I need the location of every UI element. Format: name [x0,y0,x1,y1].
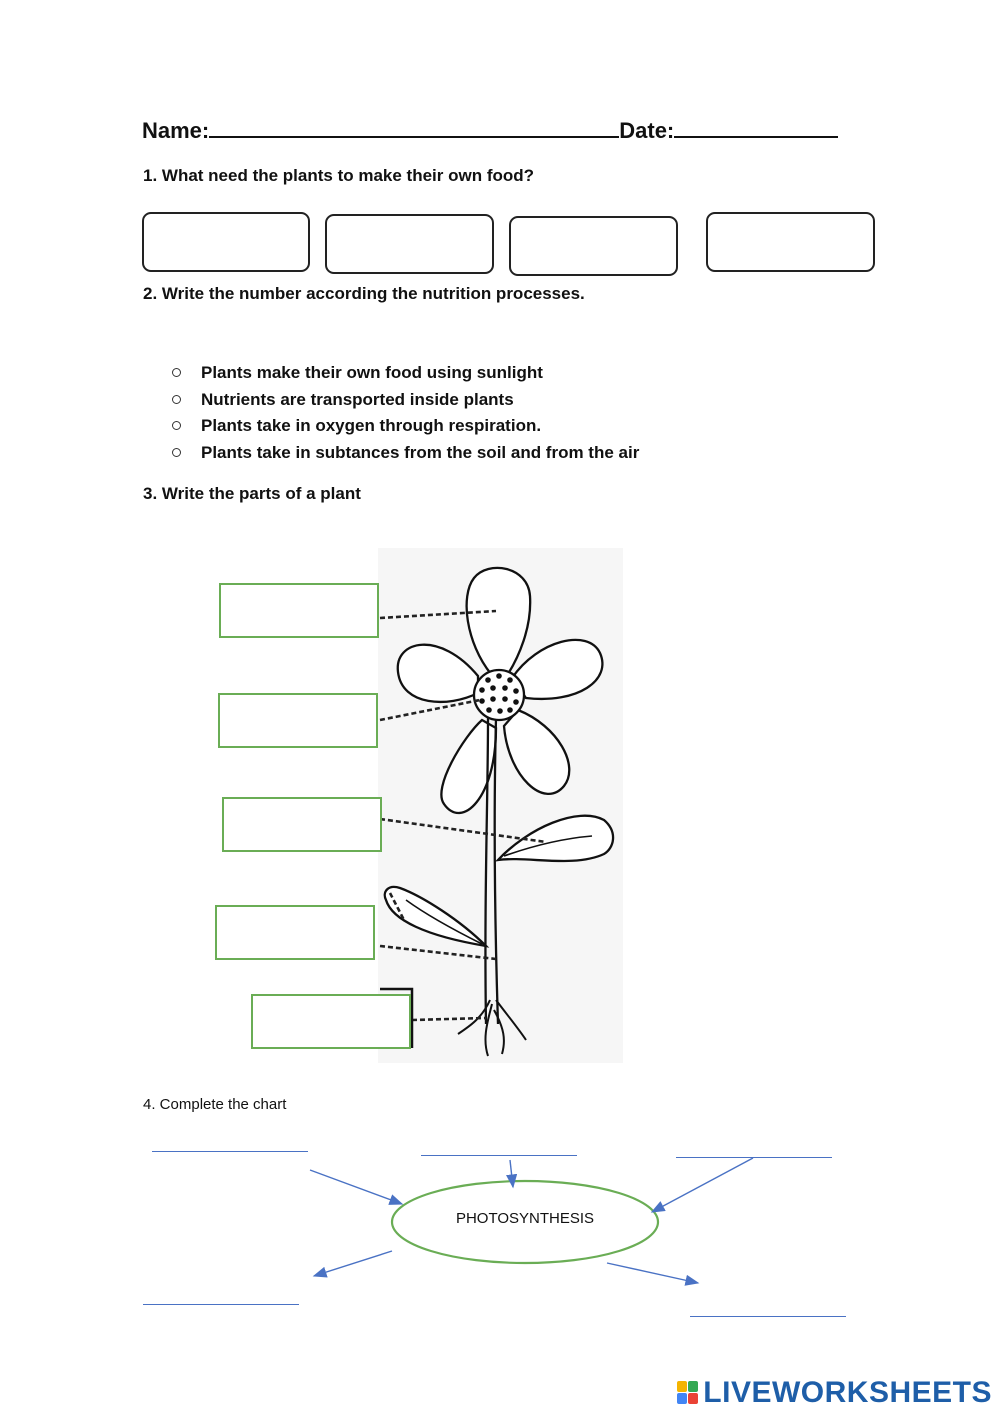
question-4: 4. Complete the chart [143,1096,287,1113]
plant-label-flower[interactable] [219,583,379,638]
liveworksheets-logo [677,1376,992,1410]
arrow-input-left [310,1170,402,1204]
plant-label-root[interactable] [251,994,411,1049]
bullet-circle-icon [172,421,181,430]
name-field[interactable] [209,118,619,138]
list-item[interactable]: Plants take in subtances from the soil and from the air [172,442,639,469]
plant-label-stem[interactable] [215,905,375,960]
liveworksheets-logo-icon [677,1381,699,1405]
q1-answer-box-3[interactable] [509,216,678,276]
date-field[interactable] [674,118,838,138]
bullet-circle-icon [172,395,181,404]
chart-blank-top-center[interactable] [421,1155,577,1156]
list-item[interactable]: Nutrients are transported inside plants [172,389,639,416]
q1-answer-box-2[interactable] [325,214,494,274]
chart-blank-top-right[interactable] [676,1157,832,1158]
bullet-circle-icon [172,368,181,377]
name-label: Name: [142,118,210,143]
chart-blank-bottom-left[interactable] [143,1304,299,1305]
question-3: 3. Write the parts of a plant [143,484,361,503]
question-1: 1. What need the plants to make their own food? [143,166,535,185]
flower-diagram [378,548,626,1066]
name-date-header [142,118,838,144]
nutrition-process-list [172,362,639,468]
chart-blank-top-left[interactable] [152,1151,308,1152]
bullet-circle-icon [172,448,181,457]
plant-label-leaf[interactable] [222,797,382,852]
question-2: 2. Write the number according the nutrition processes. [143,284,585,303]
date-label: Date: [619,118,675,143]
plant-label-petal[interactable] [218,693,378,748]
q1-answer-box-1[interactable] [142,212,310,272]
arrow-input-right [652,1158,753,1212]
chart-blank-bottom-right[interactable] [690,1316,846,1317]
photosynthesis-label: PHOTOSYNTHESIS [455,1210,595,1227]
arrow-output-right [607,1263,698,1283]
arrow-output-left [314,1251,392,1276]
q1-answer-box-4[interactable] [706,212,875,272]
brand-text: LIVEWORKSHEETS [703,1376,992,1409]
list-item[interactable]: Plants make their own food using sunlight [172,362,639,389]
photosynthesis-chart [0,1130,1000,1330]
list-item[interactable]: Plants take in oxygen through respiration. [172,415,639,442]
